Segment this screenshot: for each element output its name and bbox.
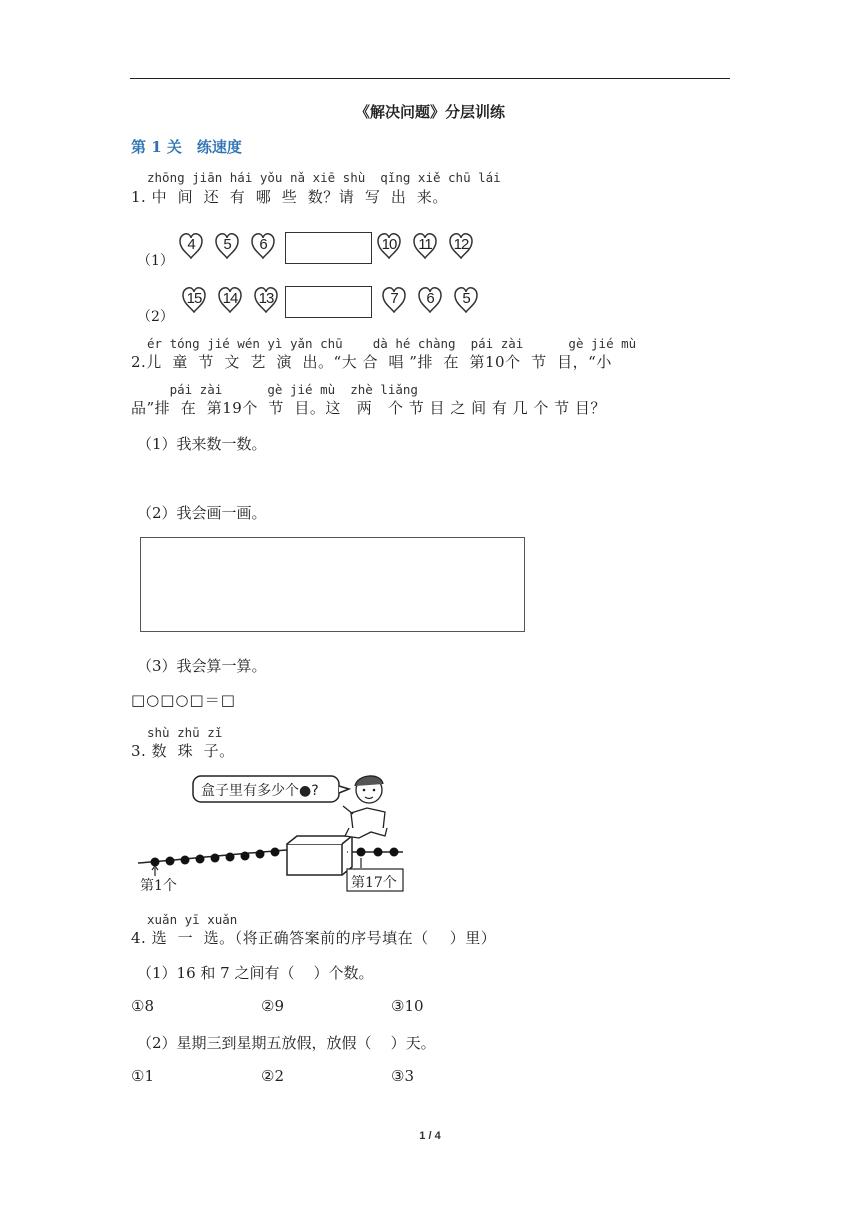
- heart-number: 10: [376, 232, 402, 260]
- q4-sub-1: （1）16 和 7 之间有（ ）个数。: [137, 964, 374, 982]
- beads-figure: [135, 768, 410, 896]
- heart-number: 6: [417, 286, 443, 314]
- q4-sub2-option[interactable]: ③3: [391, 1067, 414, 1085]
- heart-number: 11: [412, 232, 438, 260]
- heart-number: 5: [453, 286, 479, 314]
- q4-sub2-option[interactable]: ①1: [131, 1067, 154, 1085]
- q4-sub-2: （2）星期三到星期五放假，放假（ ）天。: [137, 1034, 436, 1052]
- q2-line-1: 2.儿 童 节 文 艺 演 出。“大 合 唱 ”排 在 第10个 节 目，“小: [131, 353, 612, 371]
- label-first-bead: 第1个: [140, 878, 177, 894]
- q2-part-1: （1）我来数一数。: [137, 435, 267, 453]
- heart-number: 14: [217, 286, 243, 314]
- q3-pinyin: shù zhū zǐ: [147, 725, 223, 740]
- heart-number: 7: [381, 286, 407, 314]
- q2-part-2: （2）我会画一画。: [137, 504, 267, 522]
- q2-pinyin-1: ér tóng jié wén yì yǎn chū dà hé chàng pái zài gè jié mù: [147, 336, 637, 351]
- heart-number: 15: [181, 286, 207, 314]
- q1-row1-label: （1）: [137, 253, 174, 269]
- drawing-area[interactable]: [140, 537, 525, 632]
- q1-text: 1. 中 间 还 有 哪 些 数？请 写 出 来。: [131, 188, 448, 206]
- q1-row2: [173, 286, 483, 322]
- q4-pinyin: xuǎn yī xuǎn: [147, 912, 238, 927]
- q1-row1: [173, 232, 483, 268]
- q4-sub1-option[interactable]: ①8: [131, 997, 154, 1015]
- heart-number: 5: [214, 232, 240, 260]
- level-heading: 第 1 关 练速度: [131, 138, 242, 156]
- q1-pinyin: zhōng jiān hái yǒu nǎ xiē shù qǐng xiě chū lái: [147, 170, 501, 185]
- label-last-bead: 第17个: [351, 875, 397, 891]
- q1-row2-answer-box[interactable]: [285, 286, 372, 318]
- q3-text: 3. 数 珠 子。: [131, 742, 235, 760]
- header-rule: [130, 78, 730, 79]
- q4-text: 4. 选 一 选。（将正确答案前的序号填在（ ）里）: [131, 929, 497, 947]
- q4-sub2-option[interactable]: ②2: [261, 1067, 284, 1085]
- heart-number: 6: [250, 232, 276, 260]
- page-title: 《解决问题》分层训练: [354, 103, 505, 121]
- q2-line-2: 品”排 在 第19个 节 目。这 两 个 节 目 之 间 有 几 个 节 目？: [131, 399, 606, 417]
- q4-sub1-option[interactable]: ②9: [261, 997, 284, 1015]
- q1-row2-label: （2）: [137, 309, 174, 325]
- page-number: 1 / 4: [419, 1130, 441, 1142]
- speech-bubble-text: 盒子里有多少个●?: [201, 783, 319, 799]
- heart-number: 13: [253, 286, 279, 314]
- heart-number: 4: [178, 232, 204, 260]
- q4-sub1-option[interactable]: ③10: [391, 997, 424, 1015]
- q2-part-3: （3）我会算一算。: [137, 657, 267, 675]
- equation-template: □○□○□＝□: [131, 691, 236, 709]
- q1-row1-answer-box[interactable]: [285, 232, 372, 264]
- q2-pinyin-2: pái zài gè jié mù zhè liǎng: [147, 382, 418, 397]
- heart-number: 12: [448, 232, 474, 260]
